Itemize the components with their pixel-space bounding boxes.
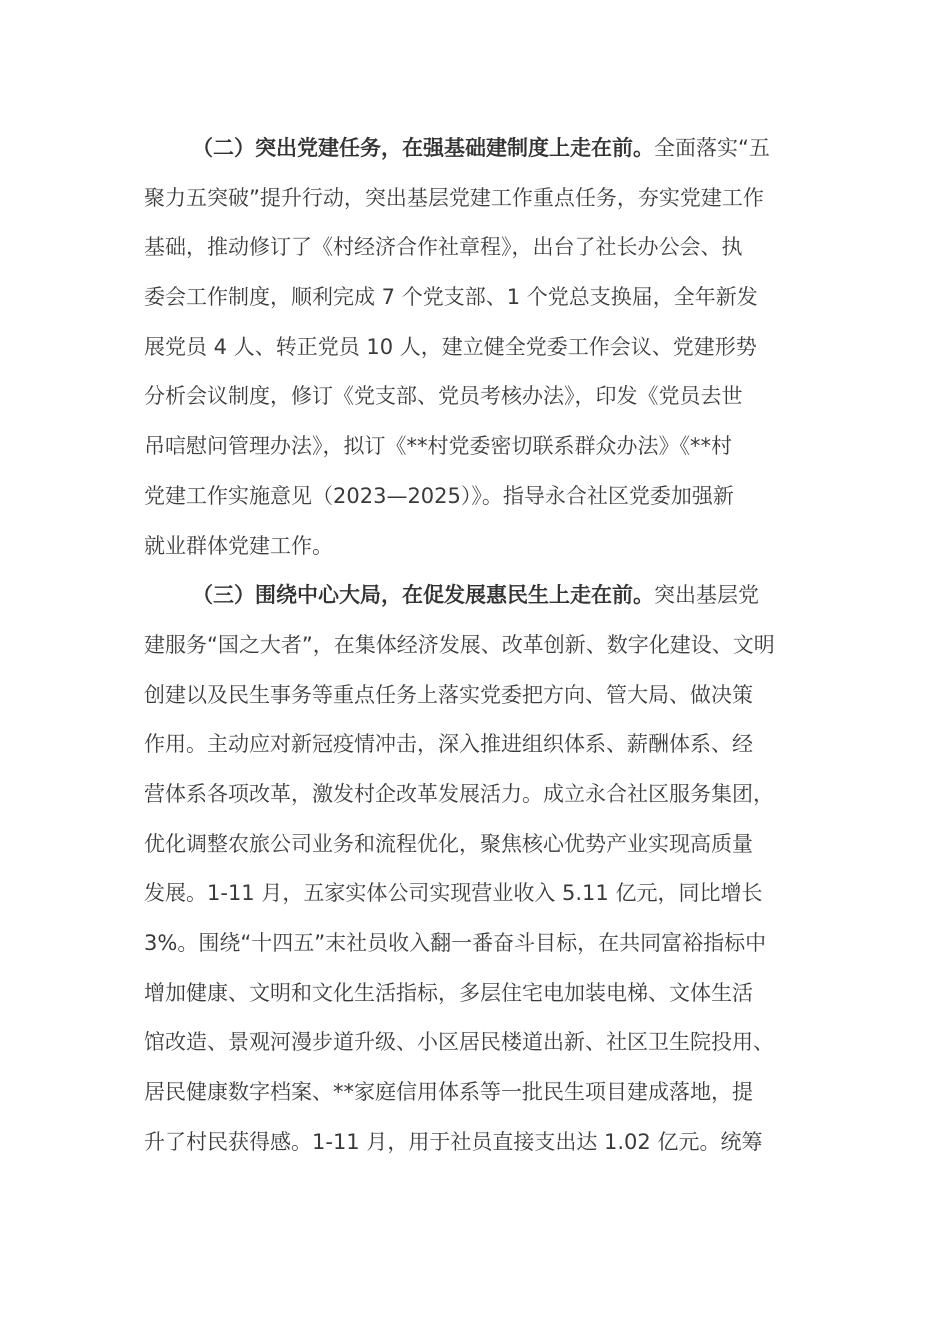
section3-line-0: 突出基层党 (654, 583, 759, 608)
section3-line-3: 作用。主动应对新冠疫情冲击，深入推进组织体系、薪酬体系、经 (144, 732, 753, 757)
section3-line-8: 增加健康、文明和文化生活指标，多层住宅电加装电梯、文体生活 (144, 980, 753, 1005)
section3-line-5: 优化调整农旅公司业务和流程优化，聚焦核心优势产业实现高质量 (144, 831, 753, 856)
section2-line-1: 聚力五突破”提升行动，突出基层党建工作重点任务，夯实党建工作 (144, 185, 764, 210)
section3-heading: （三）围绕中心大局，在促发展惠民生上走在前。 (192, 583, 654, 608)
section3-line-6: 发展。1-11 月，五家实体公司实现营业收入 5.11 亿元，同比增长 (144, 881, 763, 906)
document-body (144, 124, 834, 1167)
section3-line-1: 建服务“国之大者”，在集体经济发展、改革创新、数字化建设、文明 (144, 632, 775, 657)
section3-line-10: 居民健康数字档案、**家庭信用体系等一批民生项目建成落地，提 (144, 1080, 753, 1105)
section2-line-5: 分析会议制度，修订《党支部、党员考核办法》，印发《党员去世 (144, 384, 743, 409)
section3-line-9: 馆改造、景观河漫步道升级、小区居民楼道出新、社区卫生院投用、 (144, 1030, 774, 1055)
section2-line-7: 党建工作实施意见（2023—2025）》。指导永合社区党委加强新 (144, 483, 734, 508)
section3-line-11: 升了村民获得感。1-11 月，用于社员直接支出达 1.02 亿元。统筹 (144, 1129, 763, 1154)
section2-heading: （二）突出党建任务，在强基础建制度上走在前。 (192, 136, 654, 160)
section2-first-line (144, 124, 834, 174)
section3-first-line (144, 571, 834, 621)
section2-line-6: 吊唁慰问管理办法》，拟订《**村党委密切联系群众办法》《**村 (144, 434, 732, 459)
section3-line-4: 营体系各项改革，激发村企改革发展活力。成立永合社区服务集团， (144, 781, 774, 806)
section3-line-2: 创建以及民生事务等重点任务上落实党委把方向、管大局、做决策 (144, 682, 753, 707)
section3-line-7: 3%。围绕“十四五”末社员收入翻一番奋斗目标，在共同富裕指标中 (144, 931, 767, 955)
section2-line-0: 全面落实“五 (654, 136, 770, 160)
section2-line-3: 委会工作制度，顺利完成 7 个党支部、1 个党总支换届，全年新发 (144, 285, 758, 310)
section2-line-4: 展党员 4 人、转正党员 10 人，建立健全党委工作会议、党建形势 (144, 334, 757, 359)
section2-line-8: 就业群体党建工作。 (144, 533, 333, 558)
section2-line-2: 基础，推动修订了《村经济合作社章程》，出台了社长办公会、执 (144, 235, 743, 260)
